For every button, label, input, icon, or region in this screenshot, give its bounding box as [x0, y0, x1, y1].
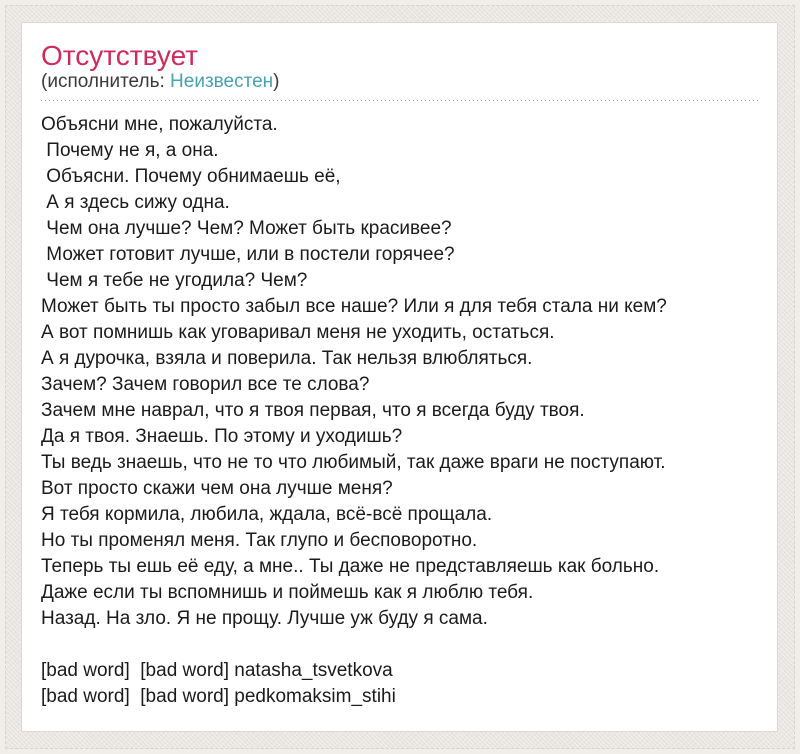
- artist-suffix: ): [273, 71, 280, 92]
- lyric-line: Да я твоя. Знаешь. По этому и уходишь?: [41, 426, 403, 447]
- artist-link[interactable]: Неизвестен: [170, 71, 274, 92]
- lyric-line: Я тебя кормила, любила, ждала, всё-всё прощала.: [41, 504, 493, 525]
- lyric-line: Теперь ты ешь её еду, а мне.. Ты даже не представляешь как больно.: [41, 556, 660, 577]
- lyric-line: [bad word] [bad word] pedkomaksim_stihi: [41, 686, 396, 707]
- page-title: Отсутствует: [41, 40, 199, 71]
- lyric-line: [bad word] [bad word] natasha_tsvetkova: [41, 660, 393, 681]
- lyric-line: Почему не я, а она.: [41, 140, 219, 161]
- lyric-line: Вот просто скажи чем она лучше меня?: [41, 478, 393, 499]
- header-separator: [41, 100, 758, 101]
- lyric-line: [41, 632, 758, 658]
- lyric-line: А я здесь сижу одна.: [41, 192, 230, 213]
- lyric-line: Назад. На зло. Я не прощу. Лучше уж буду я сама.: [41, 608, 488, 629]
- lyrics-text: [41, 112, 758, 710]
- content-card: [21, 22, 778, 732]
- lyric-line: Объясни мне, пожалуйста.: [41, 114, 278, 135]
- lyric-line: Но ты променял меня. Так глупо и бесповоротно.: [41, 530, 478, 551]
- artist-prefix: (исполнитель:: [41, 71, 171, 92]
- lyric-line: А вот помнишь как уговаривал меня не уходить, остаться.: [41, 322, 555, 343]
- lyric-line: Может готовит лучше, или в постели горячее?: [41, 244, 455, 265]
- lyric-line: Ты ведь знаешь, что не то что любимый, так даже враги не поступают.: [41, 452, 666, 473]
- lyric-line: Может быть ты просто забыл все наше? Или я для тебя стала ни кем?: [41, 296, 667, 317]
- lyric-line: Чем она лучше? Чем? Может быть красивее?: [41, 218, 452, 239]
- lyric-line: А я дурочка, взяла и поверила. Так нельзя влюбляться.: [41, 348, 533, 369]
- lyric-line: Зачем? Зачем говорил все те слова?: [41, 374, 370, 395]
- lyric-line: Объясни. Почему обнимаешь её,: [41, 166, 341, 187]
- lyric-line: Зачем мне наврал, что я твоя первая, что я всегда буду твоя.: [41, 400, 585, 421]
- lyric-line: Даже если ты вспомнишь и поймешь как я люблю тебя.: [41, 582, 534, 603]
- lyric-line: Чем я тебе не угодила? Чем?: [41, 270, 308, 291]
- artist-line: [41, 71, 758, 97]
